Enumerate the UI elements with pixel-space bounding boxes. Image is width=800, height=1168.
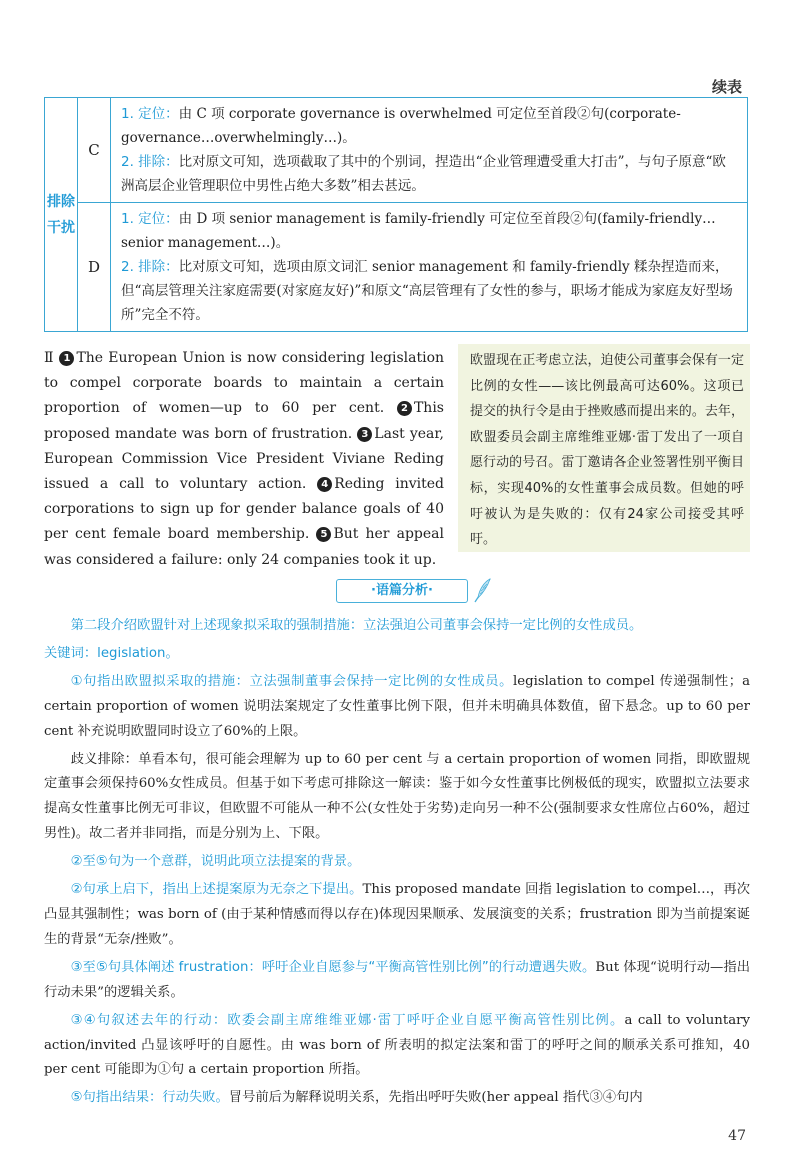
sentence-number-4: 4 [317, 477, 332, 492]
sentence-number-5: 5 [316, 527, 331, 542]
analysis-summary [44, 614, 750, 639]
sentence-number-3: 3 [357, 427, 372, 442]
analysis-paragraph [44, 748, 750, 848]
analysis-paragraph [44, 1086, 750, 1111]
exclude-line [121, 255, 739, 327]
analysis-text: 冒号前后为解释说明关系，先指出呼吁失败(her appeal 指代③④句内 [228, 1090, 643, 1106]
locate-text: 由 C 项 corporate governance is overwhelmed 可定位至首段②句(corporate-governance…overwhelmingly…)。 [121, 106, 681, 146]
sentence-number-2: 2 [397, 401, 412, 416]
locate-label: 1. 定位： [121, 211, 179, 227]
analysis-highlight: ①句指出欧盟拟采取的措施：立法强制董事会保持一定比例的女性成员。 [70, 673, 513, 689]
analysis-paragraph [44, 1009, 750, 1084]
analysis-body [44, 614, 750, 1114]
option-row-d [45, 203, 748, 332]
locate-text: 由 D 项 senior management is family-friendly 可定位至首段②句(family-friendly…senior management…)。 [121, 211, 716, 251]
analysis-paragraph [44, 878, 750, 953]
locate-line [121, 207, 739, 255]
analysis-text: legislation to compel 传递强制性；a certain proportion of women 说明法案规定了女性董事比例下限，但并未明确具体数值，留下悬念。up to 60 per cent 补充说明欧盟同时设立了60%的上限。 [44, 673, 750, 739]
analysis-highlight: ②句承上启下，指出上述提案原为无奈之下提出。 [70, 882, 363, 898]
exclude-text: 比对原文可知，选项截取了其中的个别词，捏造出“企业管理遭受重大打击”，与句子原意“欧洲高层企业管理职位中男性占绝大多数”相去甚远。 [121, 154, 726, 194]
category-cell: 排除干扰 [45, 98, 78, 332]
option-body-d [111, 203, 748, 332]
feather-pen-icon [472, 576, 494, 604]
section-numeral: Ⅱ [44, 350, 55, 366]
analysis-text: But 体现“说明行动—指出行动未果”的逻辑关系。 [44, 959, 750, 1000]
analysis-text: 歧义排除：单看本句，很可能会理解为 up to 60 per cent 与 a certain proportion of women 同指，即欧盟规定董事会须保持60%女性成员。但基于如下考虑可排除这一解读：鉴于如今女性董事比例极低的现实，欧盟拟立法要求提高女性董事比例无可非议，但欧盟不可能从一种不公(女性处于劣势)走向另一种不公(强制要求女性席位占60%，超过男性)。故二者并非同指，而是分别为上、下限。 [44, 751, 750, 842]
page-number: 47 [728, 1128, 746, 1144]
analysis-highlight: ③至⑤句具体阐述 frustration：呼吁企业自愿参与“平衡高管性别比例”的行动遭遇失败。 [70, 959, 596, 975]
exclude-label: 2. 排除： [121, 259, 179, 275]
analysis-text: a call to voluntary action/invited 凸显该呼吁的自愿性。由 was born of 所表明的拟定法案和雷丁的呼吁之间的顺承关系可推知，40 per cent 可能即为①句 a certain proportion 所指。 [44, 1012, 750, 1078]
english-passage [44, 346, 444, 573]
options-table [44, 97, 748, 332]
sentence-2: This proposed mandate was born of frustration. [44, 400, 444, 442]
analysis-highlight: ③④句叙述去年的行动：欧委会副主席维维亚娜·雷丁呼吁企业自愿平衡高管性别比例。 [70, 1012, 625, 1028]
analysis-highlight: ⑤句指出结果：行动失败。 [70, 1090, 229, 1106]
locate-label: 1. 定位： [121, 106, 179, 122]
sentence-3: Last year, European Commission Vice President Viviane Reding issued a call to voluntary action. [44, 425, 444, 493]
sentence-5: But her appeal was considered a failure: only 24 companies took it up. [44, 526, 444, 568]
analysis-paragraph [44, 956, 750, 1006]
sentence-4: Reding invited corporations to sign up for gender balance goals of 40 per cent female board membership. [44, 476, 445, 543]
option-body-c [111, 98, 748, 203]
analysis-text: This proposed mandate 回指 legislation to compel…，再次凸显其强制性；was born of (由于某种情感而得以存在)体现因果顺承、发展演变的关系；frustration 即为当前提案诞生的背景“无奈/挫败”。 [44, 882, 750, 947]
exclude-text: 比对原文可知，选项由原文词汇 senior management 和 family-friendly 糅杂捏造而来，但“高层管理关注家庭需要(对家庭友好)”和原文“高层管理有了女性的参与，职场才能成为家庭友好型场所”完全不符。 [121, 259, 733, 323]
sentence-1: The European Union is now considering legislation to compel corporate boards to maintain a certain proportion of women—up to 60 per cent. [44, 350, 445, 417]
continued-label: 续表 [711, 78, 742, 96]
analysis-paragraph [44, 670, 750, 745]
locate-line [121, 102, 739, 150]
analysis-title: ·语篇分析· [336, 579, 468, 603]
analysis-keyword [44, 642, 750, 667]
analysis-summary-text: 第二段介绍欧盟针对上述现象拟采取的强制措施：立法强迫公司董事会保持一定比例的女性成员。 [70, 618, 643, 633]
option-letter-c: C [78, 98, 111, 203]
analysis-paragraph [44, 850, 750, 875]
analysis-keyword-text: 关键词：legislation。 [44, 645, 179, 661]
option-letter-d: D [78, 203, 111, 332]
exclude-line [121, 150, 739, 198]
chinese-translation: 欧盟现在正考虑立法，迫使公司董事会保有一定比例的女性——该比例最高可达60%。这项已提交的执行令是由于挫败感而提出来的。去年，欧盟委员会副主席维维亚娜·雷丁发出了一项自愿行动的号召。雷丁邀请各企业签署性别平衡目标，实现40%的女性董事会成员数。但她的呼吁被认为是失败的：仅有24家公司接受其呼吁。 [458, 344, 750, 552]
analysis-highlight: ②至⑤句为一个意群，说明此项立法提案的背景。 [70, 854, 361, 870]
option-row-c [45, 98, 748, 203]
exclude-label: 2. 排除： [121, 154, 179, 170]
sentence-number-1: 1 [59, 351, 74, 366]
